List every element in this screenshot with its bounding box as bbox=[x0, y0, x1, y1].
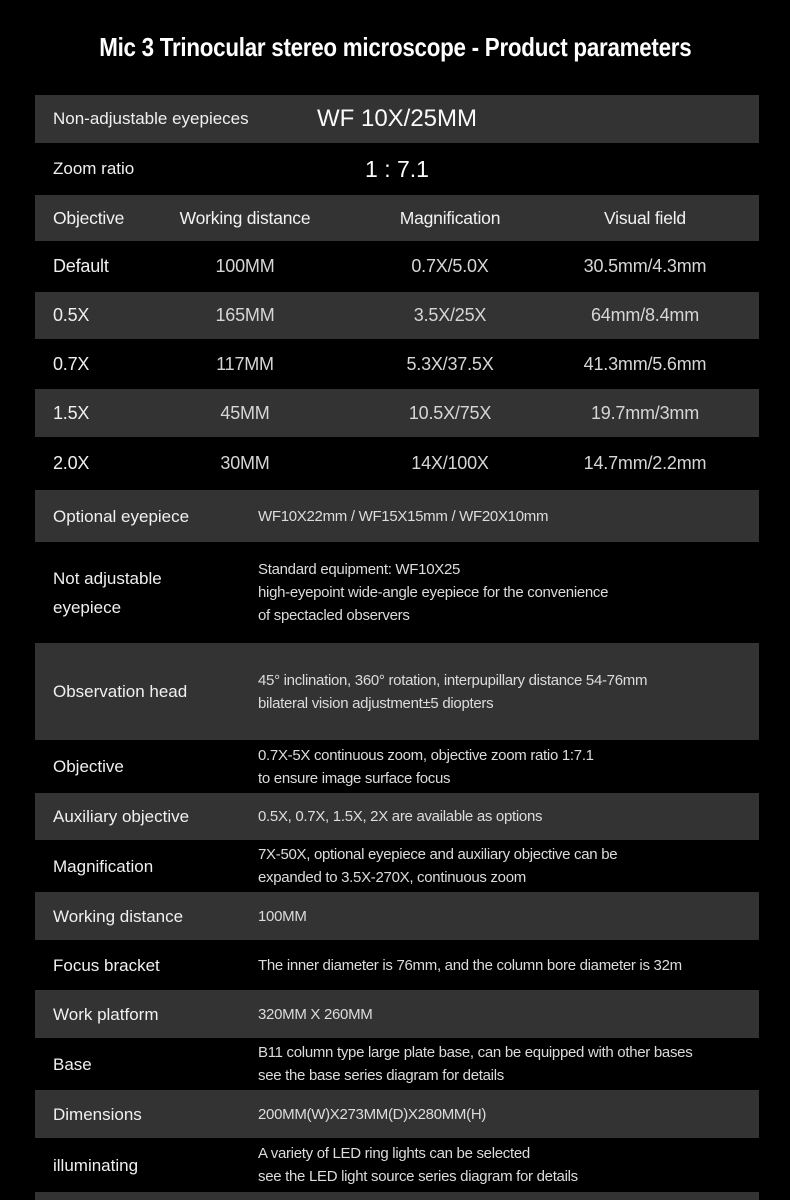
label-line: Focus bracket bbox=[53, 955, 160, 975]
detail-value bbox=[258, 1103, 759, 1126]
spec-row-0-5x bbox=[35, 292, 759, 339]
spec-header-row bbox=[35, 195, 759, 241]
detail-value bbox=[258, 843, 759, 889]
detail-row-illuminating bbox=[35, 1138, 759, 1192]
spec-row-default bbox=[35, 241, 759, 292]
spec-row-0-7x bbox=[35, 339, 759, 389]
detail-value bbox=[258, 954, 759, 977]
spec-table bbox=[0, 195, 790, 490]
param-value: WF 10X/25MM bbox=[316, 105, 478, 132]
value-line: The inner diameter is 76mm, and the column bore diameter is 32m bbox=[258, 956, 682, 974]
param-label: Non-adjustable eyepieces bbox=[53, 109, 249, 128]
spec-cell: 19.7mm/3mm bbox=[590, 402, 700, 423]
spec-cell: 100MM bbox=[215, 256, 275, 276]
page-title: Mic 3 Trinocular stereo microscope - Product parameters bbox=[98, 32, 692, 62]
label-line: Working distance bbox=[53, 906, 184, 926]
spec-cell: 14X/100X bbox=[411, 453, 489, 473]
spec-cell: 117MM bbox=[216, 353, 274, 374]
detail-value bbox=[258, 1041, 759, 1087]
spec-cell: 3.5X/25X bbox=[413, 305, 487, 325]
detail-value bbox=[258, 505, 759, 528]
detail-row-objective bbox=[35, 740, 759, 793]
spec-cell: 0.7X bbox=[53, 353, 90, 374]
label-line: Optional eyepiece bbox=[53, 506, 190, 526]
value-line: Standard equipment: WF10X25 bbox=[258, 561, 461, 578]
detail-row-optional-eyepiece bbox=[35, 490, 759, 542]
spec-cell: 14.7mm/2.2mm bbox=[583, 453, 707, 473]
param-label: Zoom ratio bbox=[53, 159, 135, 178]
param-row-eyepieces bbox=[35, 95, 759, 143]
label-line: Dimensions bbox=[53, 1104, 142, 1124]
detail-label bbox=[35, 752, 258, 781]
label-line: illuminating bbox=[53, 1155, 139, 1175]
detail-label bbox=[35, 1050, 258, 1079]
detail-row-base bbox=[35, 1038, 759, 1090]
label-line: Auxiliary objective bbox=[53, 807, 190, 826]
detail-value bbox=[258, 669, 759, 715]
detail-label bbox=[35, 951, 258, 980]
spec-header-cell: Working distance bbox=[179, 207, 311, 228]
value-line: 45° inclination, 360° rotation, interpupillary distance 54-76mm bbox=[258, 671, 648, 689]
detail-value bbox=[258, 1003, 759, 1026]
detail-label bbox=[35, 677, 258, 706]
detail-label bbox=[35, 502, 258, 531]
detail-label bbox=[35, 802, 258, 831]
value-line: high-eyepoint wide-angle eyepiece for the convenience bbox=[258, 584, 609, 601]
spec-cell: 10.5X/75X bbox=[408, 402, 492, 423]
detail-value bbox=[258, 558, 759, 627]
spec-row-1-5x bbox=[35, 389, 759, 437]
spec-header-cell: Magnification bbox=[399, 207, 501, 228]
value-line: A variety of LED ring lights can be selected bbox=[258, 1145, 530, 1162]
value-line: WF10X22mm / WF15X15mm / WF20X10mm bbox=[258, 507, 549, 525]
label-line: Not adjustable bbox=[53, 568, 162, 588]
label-line: Magnification bbox=[53, 856, 154, 876]
value-line: bilateral vision adjustment±5 diopters bbox=[258, 694, 494, 712]
detail-value bbox=[258, 905, 759, 928]
spec-header-cell: Visual field bbox=[604, 207, 686, 228]
value-line: to ensure image surface focus bbox=[258, 769, 451, 787]
detail-row-magnification bbox=[35, 840, 759, 892]
value-line: 0.7X-5X continuous zoom, objective zoom ratio 1:7.1 bbox=[258, 746, 594, 764]
detail-row-work-platform bbox=[35, 990, 759, 1038]
detail-value bbox=[258, 1142, 759, 1188]
spec-cell: 30.5mm/4.3mm bbox=[583, 256, 707, 276]
value-line: 200MM(W)X273MM(D)X280MM(H) bbox=[258, 1105, 487, 1123]
value-line: expanded to 3.5X-270X, continuous zoom bbox=[258, 869, 526, 886]
value-line: B11 column type large plate base, can be equipped with other bases bbox=[258, 1044, 693, 1061]
spec-cell: 30MM bbox=[220, 453, 270, 473]
value-line: 320MM X 260MM bbox=[258, 1005, 373, 1023]
spec-header-cell: Objective bbox=[53, 207, 125, 228]
spec-cell: 5.3X/37.5X bbox=[406, 353, 494, 374]
label-line: eyepiece bbox=[53, 597, 122, 617]
spec-row-2-0x bbox=[35, 437, 759, 490]
detail-label bbox=[35, 902, 258, 931]
detail-label bbox=[35, 1151, 258, 1180]
detail-row-working-distance bbox=[35, 892, 759, 940]
spec-cell: 45MM bbox=[220, 402, 270, 423]
value-line: 7X-50X, optional eyepiece and auxiliary objective can be bbox=[258, 846, 618, 863]
detail-row-observation-head bbox=[35, 643, 759, 740]
spec-cell: 0.5X bbox=[53, 305, 90, 325]
detail-label bbox=[35, 564, 258, 622]
label-line: Objective bbox=[53, 757, 124, 776]
bottom-partial-row bbox=[35, 1192, 759, 1200]
detail-label bbox=[35, 1100, 258, 1129]
spec-cell: 1.5X bbox=[53, 402, 90, 423]
label-line: Base bbox=[53, 1054, 92, 1074]
value-line: 100MM bbox=[258, 907, 307, 925]
spec-cell: 165MM bbox=[215, 305, 275, 325]
spec-cell: Default bbox=[53, 256, 109, 276]
detail-label bbox=[35, 1000, 258, 1029]
detail-label bbox=[35, 852, 258, 881]
spec-cell: 64mm/8.4mm bbox=[590, 305, 700, 325]
value-line: 0.5X, 0.7X, 1.5X, 2X are available as options bbox=[258, 808, 543, 825]
title-bar bbox=[0, 0, 790, 95]
label-line: Work platform bbox=[53, 1004, 159, 1024]
value-line: see the LED light source series diagram for details bbox=[258, 1168, 578, 1185]
spec-cell: 0.7X/5.0X bbox=[411, 256, 489, 276]
label-line: Observation head bbox=[53, 682, 188, 701]
value-line: of spectacled observers bbox=[258, 607, 410, 624]
param-value: 1 : 7.1 bbox=[365, 155, 429, 182]
detail-row-focus-bracket bbox=[35, 940, 759, 990]
detail-row-auxiliary-objective bbox=[35, 793, 759, 840]
param-row-zoom-ratio bbox=[35, 143, 759, 195]
detail-value bbox=[258, 744, 759, 790]
spec-cell: 2.0X bbox=[53, 453, 90, 473]
detail-row-not-adjustable-eyepiece bbox=[35, 542, 759, 643]
spec-cell: 41.3mm/5.6mm bbox=[583, 353, 707, 374]
detail-value bbox=[258, 805, 759, 828]
value-line: see the base series diagram for details bbox=[258, 1067, 504, 1084]
detail-row-dimensions bbox=[35, 1090, 759, 1138]
